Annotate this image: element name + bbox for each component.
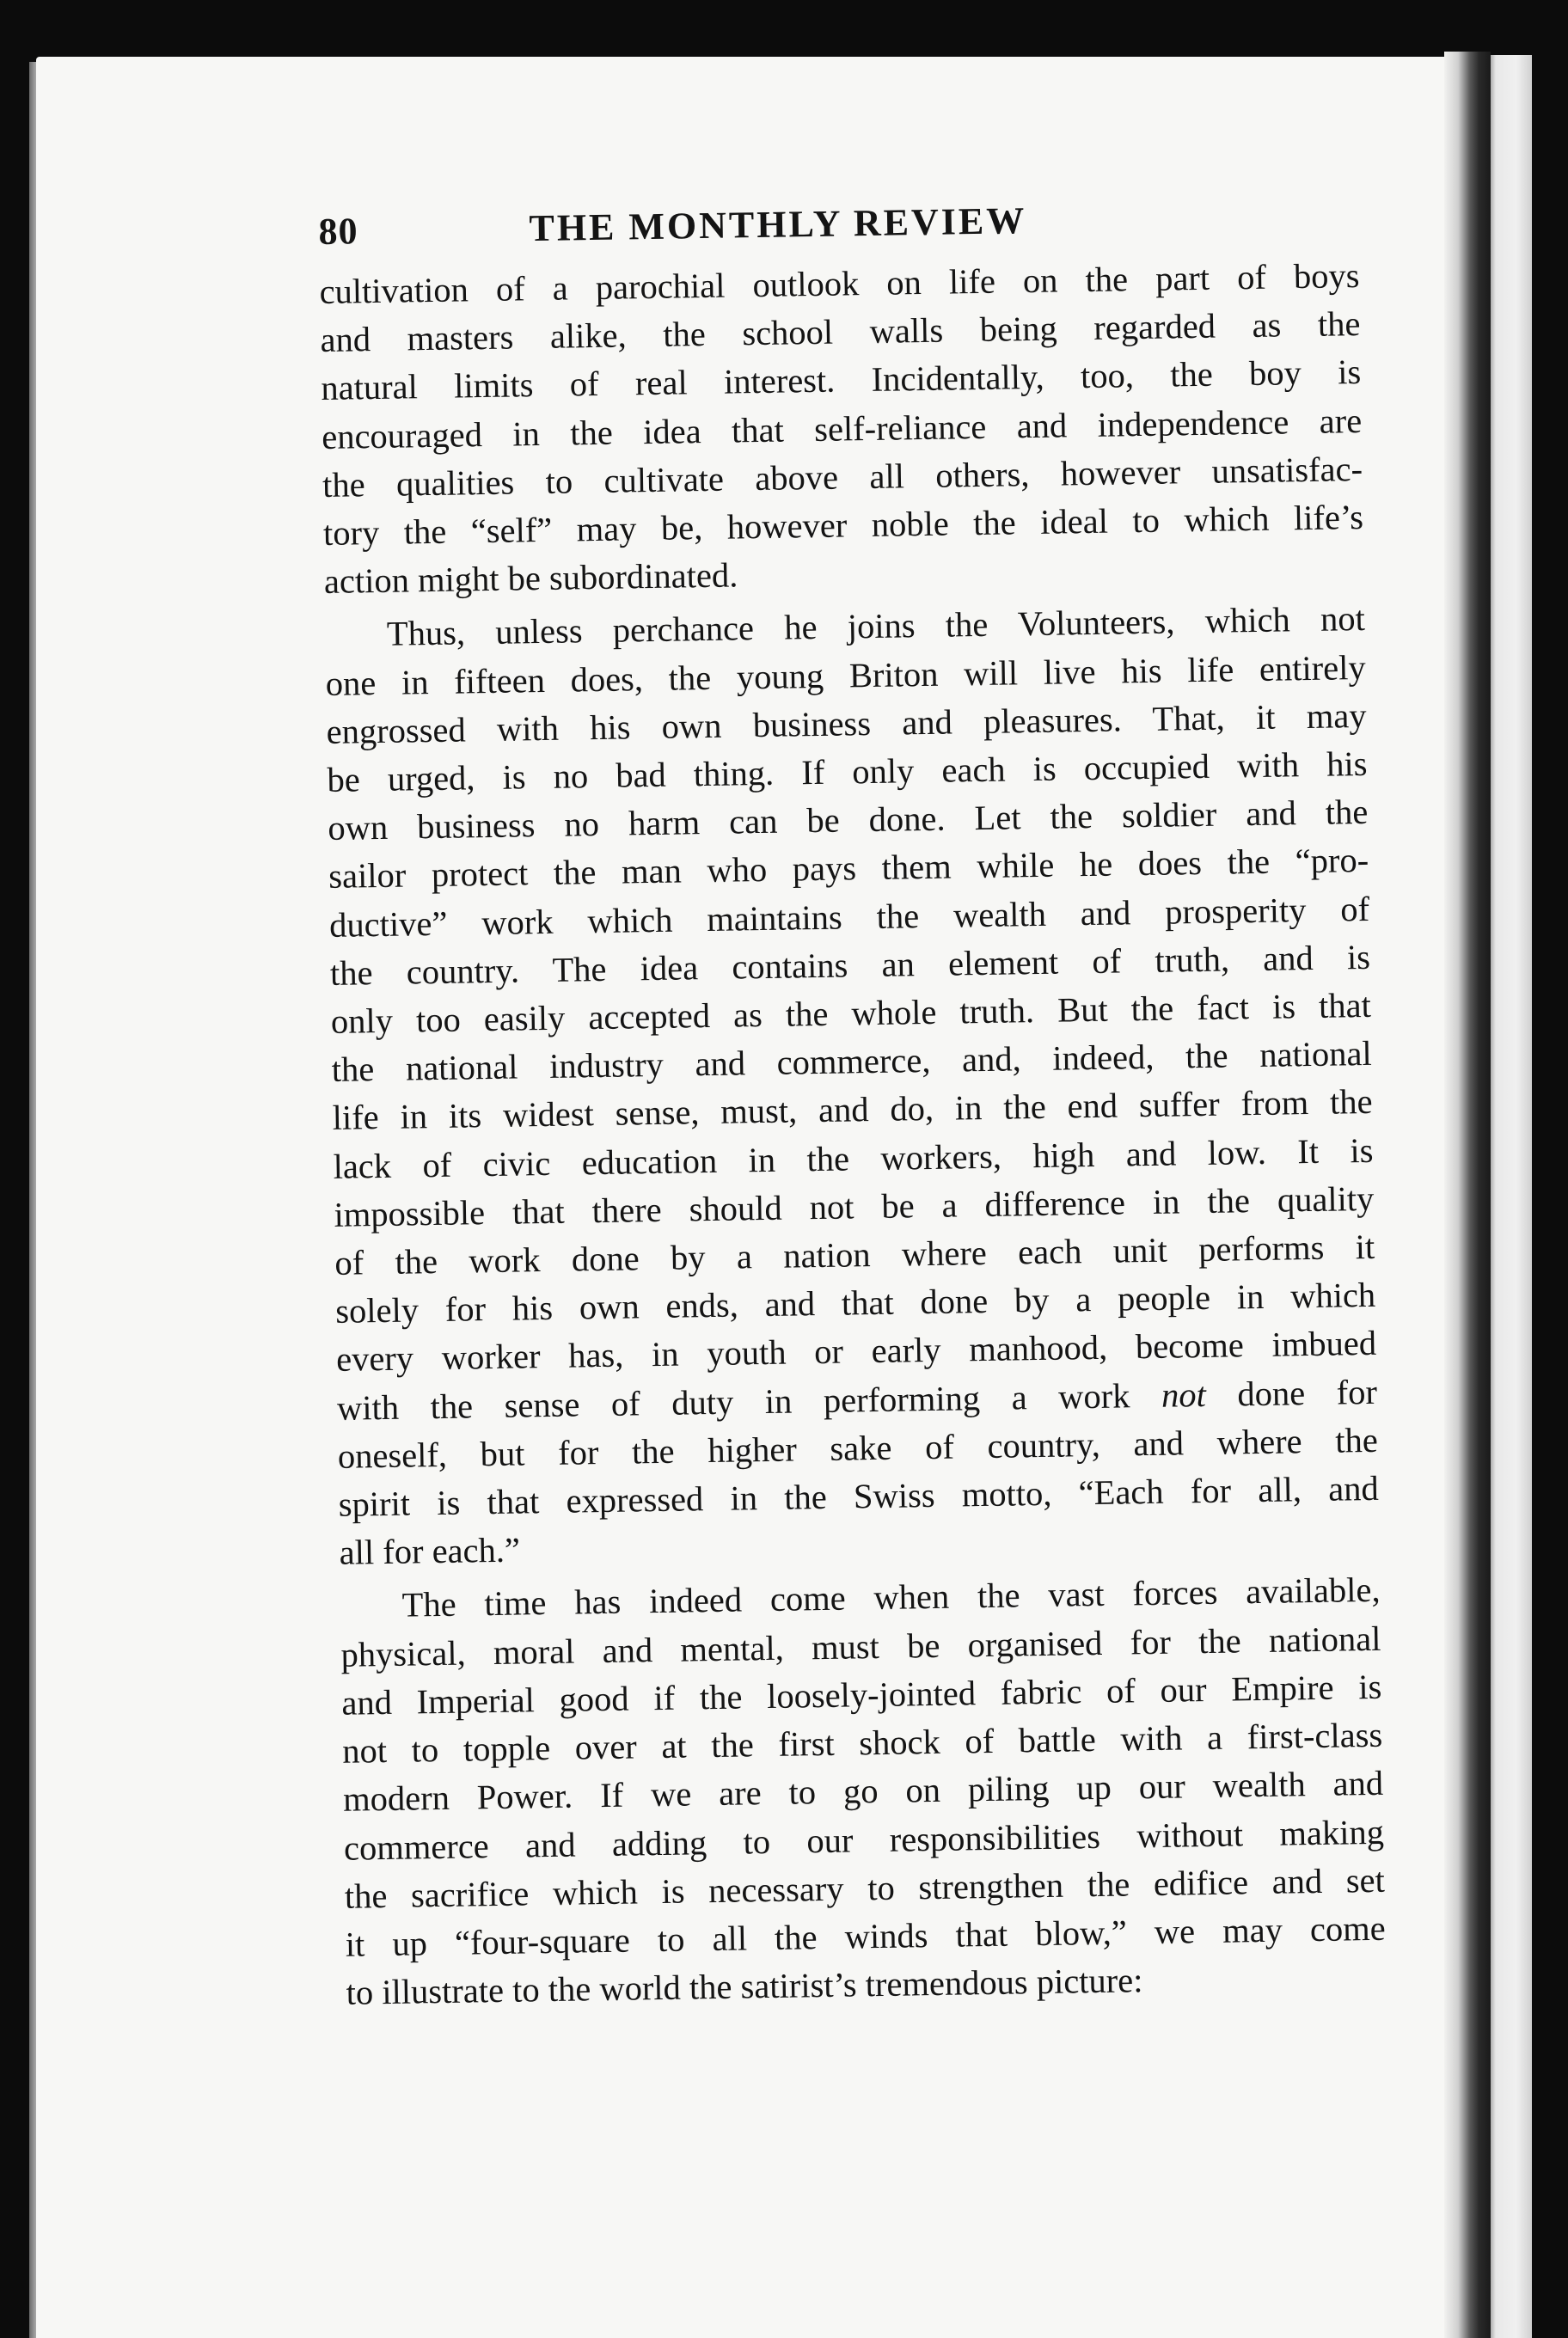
text-line: life in its widest sense, must, and do, in the end suffer from the	[332, 1082, 1373, 1138]
text-line: The time has indeed come when the vast forces available,	[401, 1570, 1381, 1625]
text-line: Thus, unless perchance he joins the Volunteers, which not	[386, 599, 1366, 654]
text-line: oneself, but for the higher sake of country, and where the	[337, 1420, 1379, 1476]
text-line: ductive” work which maintains the wealth and prosperity of	[328, 889, 1370, 945]
text-line: tory the “self” may be, however noble the ideal to which life’s	[322, 497, 1364, 553]
text-line: and masters alike, the school walls being regarded as the	[320, 304, 1361, 360]
text-line: impossible that there should not be a difference in the quality	[334, 1178, 1375, 1234]
text-line: action might be subordinated.	[323, 555, 738, 602]
text-line: not to topple over at the first shock of battle with a first-class	[341, 1715, 1383, 1771]
text-line: every worker has, in youth or early manhood, become imbued	[335, 1324, 1377, 1380]
text-line: the qualities to cultivate above all others, however unsatisfac-	[322, 449, 1363, 505]
text-line: natural limits of real interest. Incidentally, too, the boy is	[321, 352, 1362, 408]
paragraph-1	[319, 252, 1364, 606]
text-line: own business no harm can be done. Let the soldier and the	[328, 793, 1369, 848]
page-content	[318, 187, 1387, 2017]
text-span: done for	[1205, 1372, 1378, 1414]
body-text	[319, 252, 1387, 2017]
text-line: spirit is that expressed in the Swiss motto, “Each for all, and	[338, 1468, 1379, 1524]
text-line: physical, moral and mental, must be organised for the national	[340, 1619, 1381, 1674]
text-line: only too easily accepted as the whole truth. But the fact is that	[330, 985, 1372, 1041]
text-line: and Imperial good if the loosely-jointed fabric of our Empire is	[341, 1667, 1382, 1723]
text-line: engrossed with his own business and pleasures. That, it may	[326, 695, 1367, 751]
page-header: THE MONTHLY REVIEW	[529, 199, 1027, 250]
book-gutter	[1444, 52, 1491, 2338]
text-line: the country. The idea contains an element of truth, and is	[329, 937, 1371, 993]
text-line: to illustrate to the world the satirist’s tremendous picture:	[346, 1961, 1143, 2012]
paragraph-3	[340, 1566, 1387, 2017]
text-line: modern Power. If we are to go on piling up our wealth and	[342, 1764, 1384, 1820]
text-line: all for each.”	[339, 1530, 521, 1573]
text-line: cultivation of a parochial outlook on life on the part of boys	[319, 255, 1360, 311]
text-line: encouraged in the idea that self-reliance and independence are	[321, 401, 1363, 456]
text-line: of the work done by a nation where each unit performs it	[334, 1227, 1375, 1282]
text-line: it up “four-square to all the winds that blow,” we may come	[345, 1908, 1387, 1964]
paragraph-2	[324, 595, 1380, 1577]
text-span: with the sense of duty in performing a work	[336, 1375, 1162, 1428]
page-number: 80	[318, 210, 358, 253]
emphasized-word: not	[1161, 1374, 1207, 1415]
text-line: lack of civic education in the workers, high and low. It is	[333, 1130, 1374, 1186]
text-line: one in fifteen does, the young Briton will live his life entirely	[325, 647, 1366, 703]
text-line: the national industry and commerce, and, indeed, the national	[331, 1034, 1373, 1090]
text-line: the sacrifice which is necessary to strengthen the edifice and set	[344, 1860, 1386, 1916]
text-line: commerce and adding to our responsibilities without making	[343, 1812, 1385, 1868]
text-line: solely for his own ends, and that done by a people in which	[334, 1276, 1376, 1331]
text-line: sailor protect the man who pays them while he does the “pro-	[328, 841, 1369, 897]
text-line: be urged, is no bad thing. If only each is occupied with his	[327, 744, 1368, 799]
